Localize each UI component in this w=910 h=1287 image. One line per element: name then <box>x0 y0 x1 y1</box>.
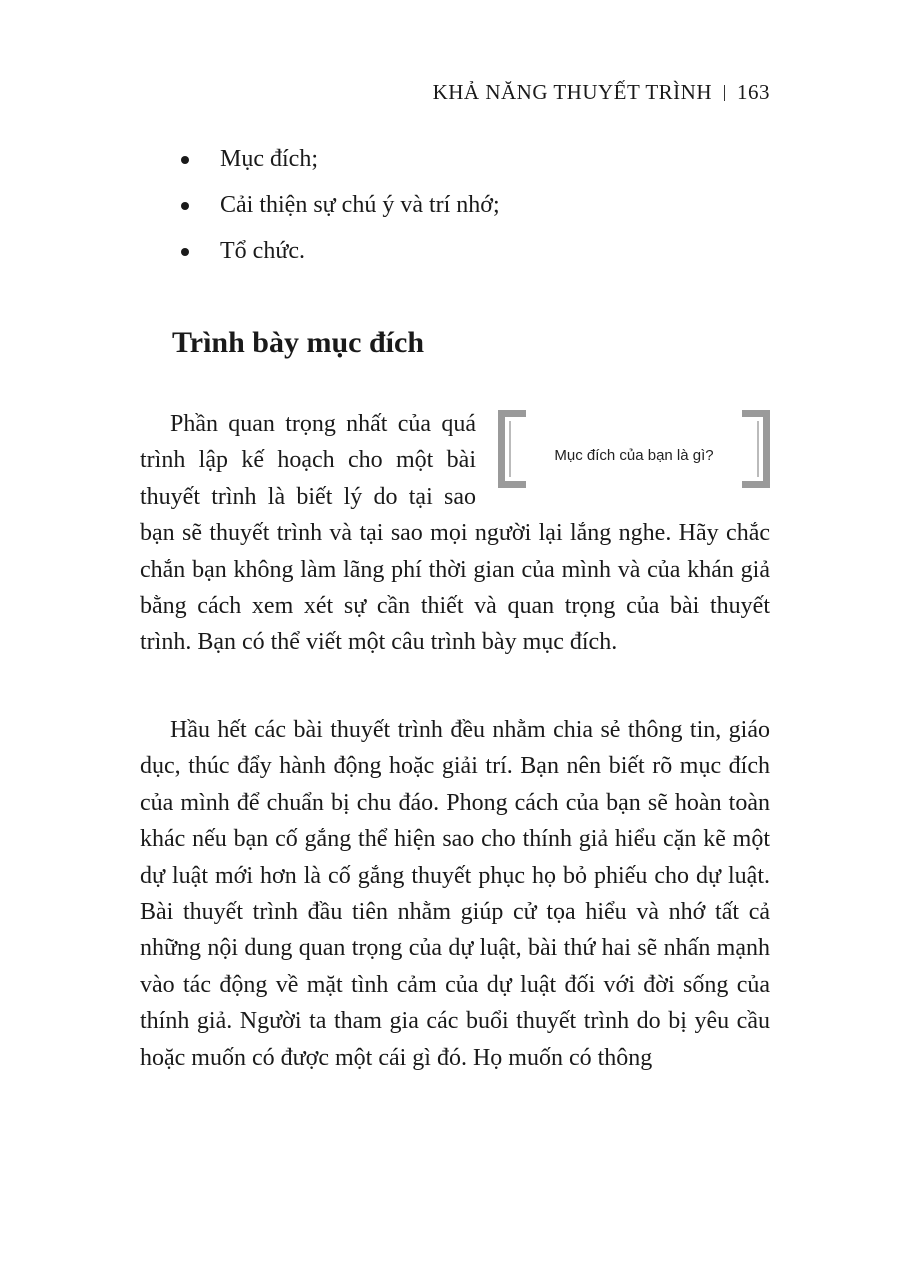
page-number: 163 <box>737 80 770 104</box>
callout-box <box>498 410 770 492</box>
paragraph-1-text: Phần quan trọng nhất của quá trình lập kế hoạch cho một bài thuyết trình là biết lý do tại sao bạn sẽ thuyết trình và tại sao mọi người lại lắng nghe. Hãy chắc chắn bạn không làm lãng phí thời gian của mình và của khán giả bằng cách xem xét sự cần thiết và quan trọng của bài thuyết trình. Bạn có thể viết một câu trình bày mục đích. <box>140 411 770 656</box>
list-item: Tổ chức. <box>175 228 500 274</box>
running-title: KHẢ NĂNG THUYẾT TRÌNH <box>432 80 712 104</box>
right-bracket <box>742 410 770 488</box>
section-title: Trình bày mục đích <box>172 326 424 359</box>
header-separator <box>724 85 725 101</box>
callout-text: Mục đích của bạn là gì? <box>554 447 714 464</box>
running-header <box>433 80 770 105</box>
list-item: Mục đích; <box>175 136 500 182</box>
paragraph-2: Hầu hết các bài thuyết trình đều nhằm chia sẻ thông tin, giáo dục, thúc đẩy hành động hoặc giải trí. Bạn nên biết rõ mục đích của mình để chuẩn bị chu đáo. Phong cách của bạn sẽ hoàn toàn khác nếu bạn cố gắng thể hiện sao cho thính giả hiểu cặn kẽ một dự luật mới hơn là cố gắng thuyết phục họ bỏ phiếu cho dự luật. Bài thuyết trình đầu tiên nhằm giúp cử tọa hiểu và nhớ tất cả những nội dung quan trọng của dự luật, bài thứ hai sẽ nhấn mạnh vào tác động về mặt tình cảm của dự luật đối với đời sống của thính giả. Người ta tham gia các buổi thuyết trình do bị yêu cầu hoặc muốn có được một cái gì đó. Họ muốn có thông <box>140 717 770 1071</box>
bullet-list <box>175 136 500 274</box>
list-item: Cải thiện sự chú ý và trí nhớ; <box>175 182 500 228</box>
paragraph-1 <box>140 406 770 661</box>
